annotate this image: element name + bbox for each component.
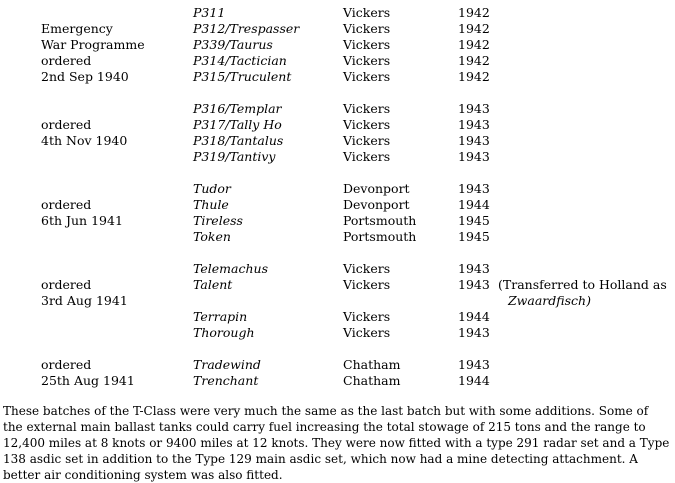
boat-builder: Chatham (343, 373, 401, 388)
boat-name: P314/Tactician (193, 53, 287, 68)
boat-year: 1943 (458, 101, 490, 116)
boat-builder: Vickers (343, 277, 391, 292)
order-label: 6th Jun 1941 (41, 213, 123, 228)
boat-builder: Vickers (343, 37, 391, 52)
boat-name: Tradewind (193, 357, 261, 372)
boat-year: 1943 (458, 149, 490, 164)
boat-builder: Devonport (343, 181, 410, 196)
boat-name: P339/Taurus (193, 37, 273, 52)
boat-year: 1942 (458, 21, 490, 36)
boat-year: 1943 (458, 181, 490, 196)
boat-name: P317/Tally Ho (193, 117, 282, 132)
order-label: 4th Nov 1940 (41, 133, 128, 148)
transfer-note: (Transferred to Holland as (498, 277, 667, 292)
boat-name: Trenchant (193, 373, 259, 388)
order-label: ordered (41, 117, 92, 132)
boat-builder: Vickers (343, 21, 391, 36)
boat-year: 1945 (458, 213, 490, 228)
boat-name: Terrapin (193, 309, 248, 324)
boat-builder: Vickers (343, 133, 391, 148)
boat-year: 1944 (458, 373, 490, 388)
boat-year: 1944 (458, 309, 490, 324)
boat-name: Talent (193, 277, 233, 292)
boat-year: 1944 (458, 197, 490, 212)
boat-name: Tudor (193, 181, 231, 196)
boat-builder: Portsmouth (343, 229, 417, 244)
boat-builder: Vickers (343, 309, 391, 324)
boat-builder: Vickers (343, 261, 391, 276)
boat-builder: Devonport (343, 197, 410, 212)
boat-builder: Vickers (343, 53, 391, 68)
boat-year: 1943 (458, 117, 490, 132)
boat-year: 1943 (458, 277, 490, 292)
boat-name: Token (193, 229, 231, 244)
boat-name: Tireless (193, 213, 243, 228)
boat-name: P316/Templar (193, 101, 282, 116)
boat-year: 1945 (458, 229, 490, 244)
boat-year: 1942 (458, 69, 490, 84)
boat-name: Thule (193, 197, 229, 212)
order-label: ordered (41, 357, 92, 372)
boat-name: P318/Tantalus (193, 133, 284, 148)
boat-name: P319/Tantivy (193, 149, 276, 164)
order-label: 25th Aug 1941 (41, 373, 135, 388)
boat-year: 1943 (458, 357, 490, 372)
boat-builder: Vickers (343, 325, 391, 340)
order-label: 3rd Aug 1941 (41, 293, 128, 308)
boat-builder: Vickers (343, 69, 391, 84)
boat-year: 1942 (458, 37, 490, 52)
boat-name: Thorough (193, 325, 255, 340)
order-label: ordered (41, 197, 92, 212)
boat-builder: Vickers (343, 149, 391, 164)
boat-name: P315/Truculent (193, 69, 292, 84)
boat-year: 1943 (458, 261, 490, 276)
order-label: ordered (41, 53, 92, 68)
boat-builder: Vickers (343, 101, 391, 116)
order-label: ordered (41, 277, 92, 292)
boat-builder: Chatham (343, 357, 401, 372)
boat-name: P312/Trespasser (193, 21, 300, 36)
order-label: War Programme (41, 37, 145, 52)
boat-year: 1943 (458, 133, 490, 148)
boat-builder: Vickers (343, 117, 391, 132)
boat-year: 1943 (458, 325, 490, 340)
order-label: 2nd Sep 1940 (41, 69, 129, 84)
transfer-note-name: Zwaardfisch) (508, 293, 591, 308)
boat-builder: Vickers (343, 5, 391, 20)
boat-builder: Portsmouth (343, 213, 417, 228)
boat-year: 1942 (458, 53, 490, 68)
boat-name: Telemachus (193, 261, 268, 276)
boat-year: 1942 (458, 5, 490, 20)
order-label: Emergency (41, 21, 113, 36)
description-paragraph: These batches of the T-Class were very much the same as the last batch but with some additions. Some of the external main ballast tanks could carry fuel increasing the total stowage of 215 tons and the range to 12,400 miles at 8 knots or 9400 miles at 12 knots. They were now fitted with a type 291 radar set and a Type 138 asdic set in addition to the Type 129 main asdic set, which now had a mine detecting attachment. A better air conditioning system was also fitted. (3, 404, 670, 482)
boat-name: P311 (193, 5, 226, 20)
